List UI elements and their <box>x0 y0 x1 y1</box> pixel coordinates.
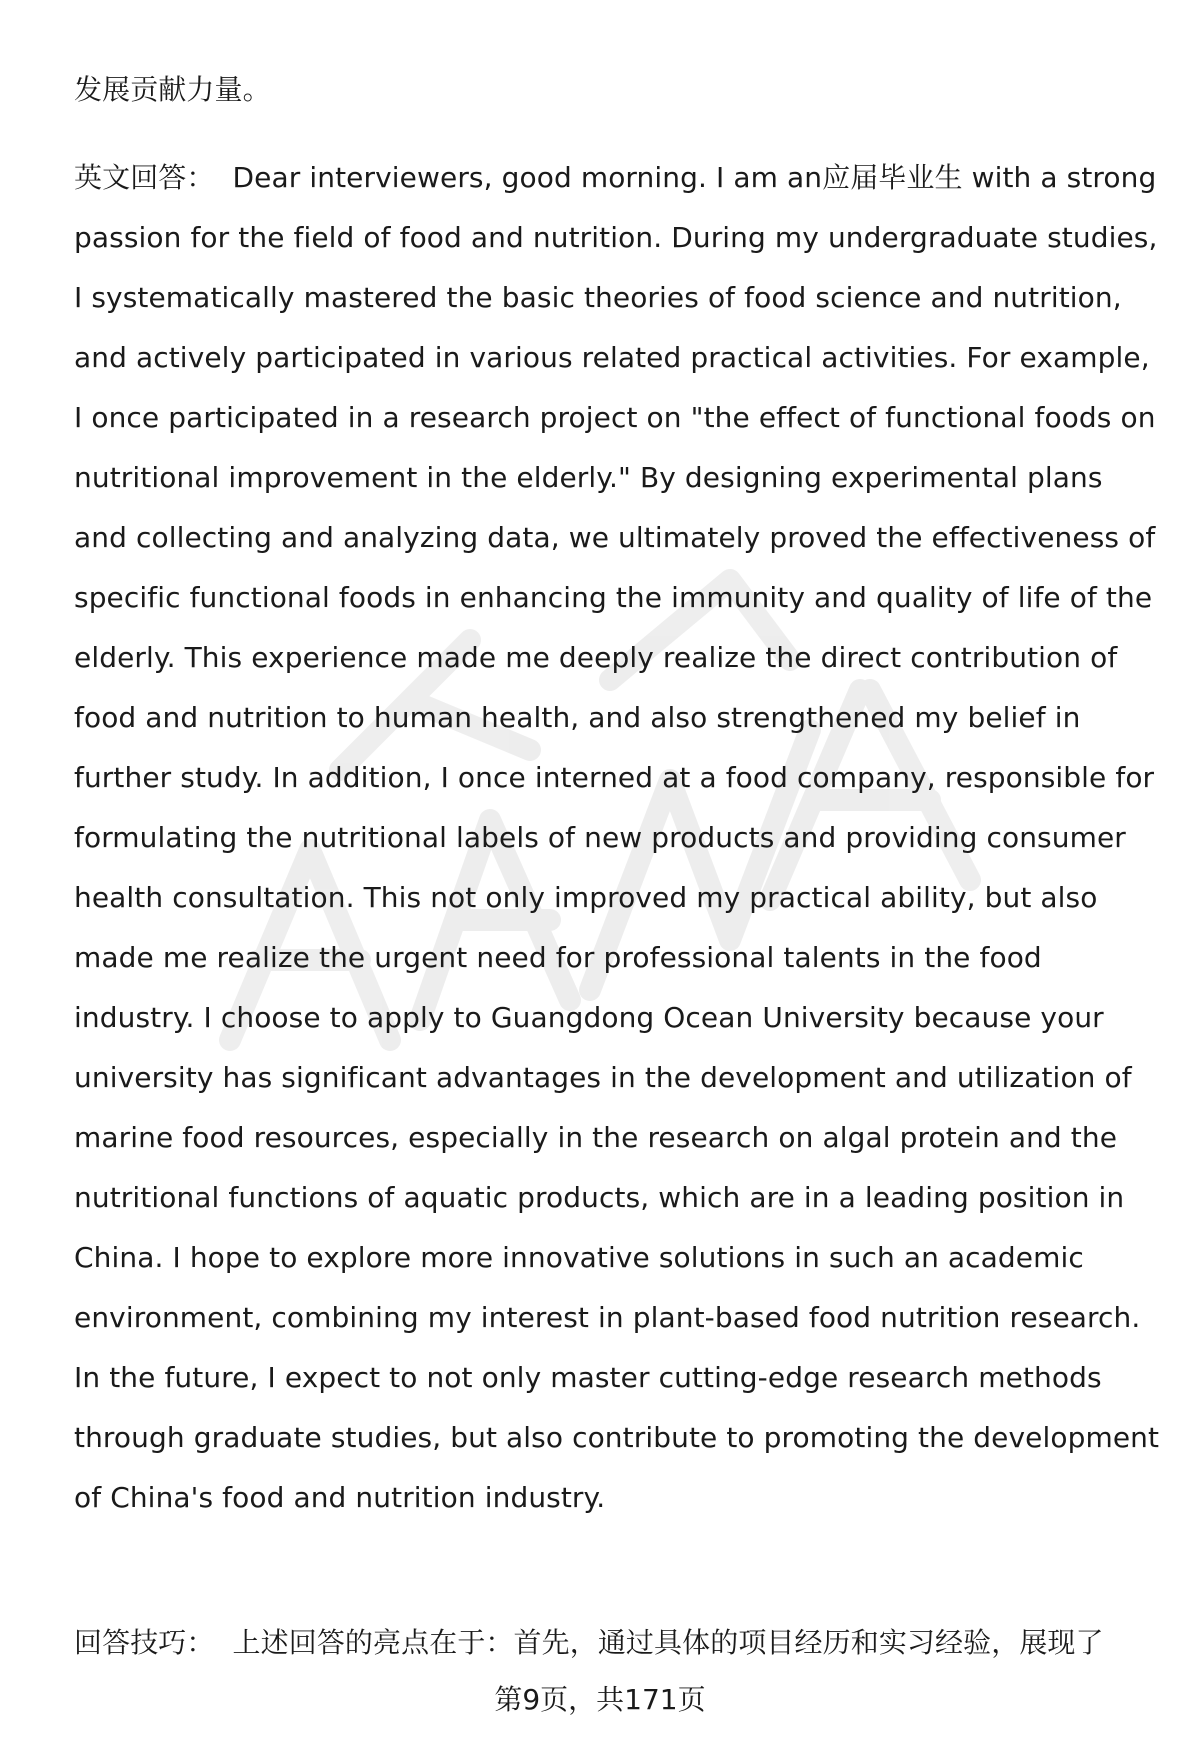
english-answer-paragraph <box>74 148 1164 1528</box>
intro-paragraph <box>74 60 1164 120</box>
intro-text: 发展贡献力量。 <box>74 73 271 106</box>
english-answer-text: Dear interviewers, good morning. I am an应届毕业生 with a strong passion for the field of food and nutrition. During my undergraduate studies, I systematically mastered the basic theories of food science and nutrition, and actively participated in various related practical activities. For example, I once participated in a research project on "the effect of functional foods on nutritional improvement in the elderly." By designing experimental plans and collecting and analyzing data, we ultimately proved the effectiveness of specific functional foods in enhancing the immunity and quality of life of the elderly. This experience made me deeply realize the direct contribution of food and nutrition to human health, and also strengthened my belief in further study. In addition, I once interned at a food company, responsible for formulating the nutritional labels of new products and providing consumer health consultation. This not only improved my practical ability, but also made me realize the urgent need for professional talents in the food industry. I choose to apply to Guangdong Ocean University because your university has significant advantages in the development and utilization of marine food resources, especially in the research on algal protein and the nutritional functions of aquatic products, which are in a leading position in China. I hope to explore more innovative solutions in such an academic environment, combining my interest in plant-based food nutrition research. In the future, I expect to not only master cutting-edge research methods through graduate studies, but also contribute to promoting the development of China's food and nutrition industry. <box>74 161 1160 1514</box>
answer-tips-label: 回答技巧： <box>74 1626 215 1659</box>
answer-tips-text: 上述回答的亮点在于：首先，通过具体的项目经历和实习经验，展现了 <box>232 1626 1104 1659</box>
english-answer-label: 英文回答： <box>74 161 215 194</box>
answer-tips-paragraph <box>74 1613 1164 1673</box>
page-number-footer: 第9页，共171页 <box>494 1683 706 1716</box>
